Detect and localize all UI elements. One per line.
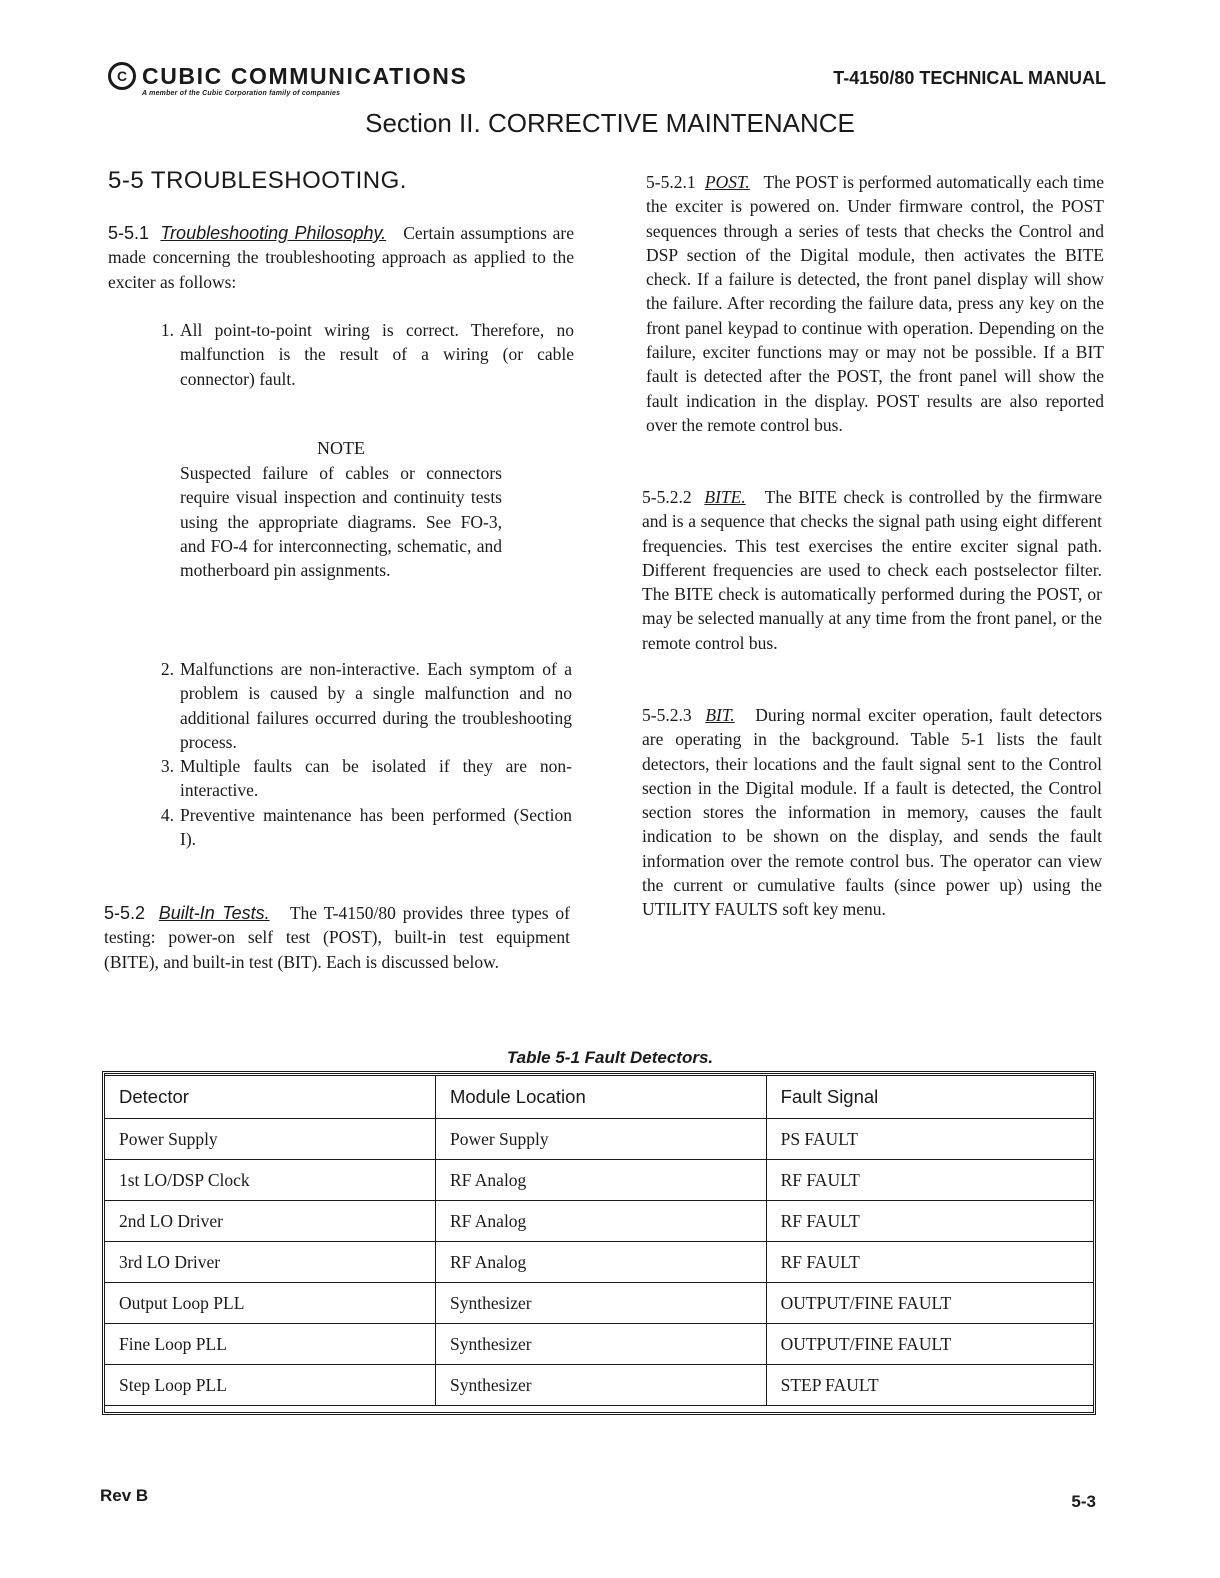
module-location-cell: RF Analog: [435, 1201, 766, 1242]
module-location-cell: RF Analog: [435, 1242, 766, 1283]
fault-detectors-table: [104, 1075, 1094, 1406]
company-logo: [108, 62, 467, 90]
paragraph-text: Certain assumptions are made concerning the troubleshooting approach as applied to the exciter as follows:: [108, 223, 575, 292]
paragraph-title: Built-In Tests.: [158, 903, 270, 923]
paragraph-number: 5-5.1: [108, 223, 150, 243]
table-row: [105, 1324, 1094, 1365]
column-header-module-location: Module Location: [435, 1076, 766, 1119]
bit-paragraph: [642, 703, 1102, 922]
built-in-tests-paragraph: [104, 901, 570, 974]
cubic-logo-icon: C: [108, 62, 136, 90]
fault-signal-cell: OUTPUT/FINE FAULT: [766, 1283, 1093, 1324]
list-text: Multiple faults can be isolated if they are non-interactive.: [180, 756, 572, 801]
detector-cell: 3rd LO Driver: [105, 1242, 436, 1283]
column-header-detector: Detector: [105, 1076, 436, 1119]
paragraph-text: The BITE check is controlled by the firmware and is a sequence that checks the signal path using eight different frequencies. This test exercises the entire exciter signal path. Different frequencies are used to check each postselector filter. The BITE check is automatically performed during the POST, or may be selected manually at any time from the front panel, or the remote control bus.: [642, 487, 1102, 653]
paragraph-title: Troubleshooting Philosophy.: [160, 223, 387, 243]
list-number: 2.: [160, 659, 174, 679]
module-location-cell: Synthesizer: [435, 1365, 766, 1406]
paragraph-title: BITE.: [704, 487, 746, 507]
module-location-cell: Synthesizer: [435, 1283, 766, 1324]
list-text: Malfunctions are non-interactive. Each symptom of a problem is caused by a single malfunction and no additional failures occurred during the troubleshooting process.: [180, 659, 572, 752]
manual-title: T-4150/80 TECHNICAL MANUAL: [833, 68, 1106, 88]
detector-cell: 2nd LO Driver: [105, 1201, 436, 1242]
list-number: 1.: [160, 320, 174, 340]
company-name: CUBIC COMMUNICATIONS: [142, 62, 468, 89]
revision-label: Rev B: [100, 1486, 149, 1505]
module-location-cell: Power Supply: [435, 1119, 766, 1160]
fault-signal-cell: RF FAULT: [766, 1242, 1093, 1283]
paragraph-text: The POST is performed automatically each time the exciter is powered on. Under firmware control, the POST sequences through a series of tests that checks the Control and DSP section of the Digital module, then activates the BITE check. If a failure is detected, the front panel display will show the failure. After recording the failure data, press any key on the front panel keypad to continue with operation. Depending on the failure, exciter functions may or may not be possible. If a BIT fault is detected after the POST, the front panel will show the fault indication in the display. POST results are also reported over the remote control bus.: [646, 172, 1104, 435]
fault-signal-cell: PS FAULT: [766, 1119, 1093, 1160]
fault-signal-cell: OUTPUT/FINE FAULT: [766, 1324, 1093, 1365]
table-caption: Table 5-1 Fault Detectors.: [506, 1048, 714, 1067]
list-item: [148, 803, 572, 852]
module-location-cell: RF Analog: [435, 1160, 766, 1201]
list-item: [148, 754, 572, 803]
list-item: [148, 318, 574, 391]
table-row: [105, 1119, 1094, 1160]
paragraph-number: 5-5.2: [104, 903, 146, 923]
module-location-cell: Synthesizer: [435, 1324, 766, 1365]
list-text: All point-to-point wiring is correct. Therefore, no malfunction is the result of a wiring (or cable connector) fault.: [180, 320, 574, 389]
list-item: [148, 657, 572, 754]
list-number: 3.: [160, 756, 174, 777]
page-number: 5-3: [1071, 1492, 1096, 1511]
fault-signal-cell: RF FAULT: [766, 1201, 1093, 1242]
paragraph-title: BIT.: [705, 705, 735, 725]
detector-cell: Output Loop PLL: [105, 1283, 436, 1324]
list-text: Preventive maintenance has been performed (Section I).: [180, 804, 572, 850]
table-row: [105, 1201, 1094, 1242]
assumption-list-a: [148, 318, 574, 391]
detector-cell: 1st LO/DSP Clock: [105, 1160, 436, 1201]
paragraph-number: 5-5.2.3: [642, 705, 692, 725]
note-text: Suspected failure of cables or connectors require visual inspection and continuity tests using the appropriate diagrams. See FO-3, and FO-4 for interconnecting, schematic, and motherboard pin assignments.: [180, 463, 502, 581]
post-paragraph: [646, 170, 1104, 437]
fault-signal-cell: STEP FAULT: [766, 1365, 1093, 1406]
section-title: Section II. CORRECTIVE MAINTENANCE: [365, 108, 855, 138]
table-row: [105, 1283, 1094, 1324]
table-row: [105, 1242, 1094, 1283]
table-header-row: [105, 1076, 1094, 1119]
detector-cell: Fine Loop PLL: [105, 1324, 436, 1365]
detector-cell: Power Supply: [105, 1119, 436, 1160]
fault-signal-cell: RF FAULT: [766, 1160, 1093, 1201]
company-tagline: A member of the Cubic Corporation family of companies: [142, 90, 341, 97]
assumption-list-b: [148, 657, 572, 851]
note-title: NOTE: [317, 438, 365, 458]
table-row: [105, 1160, 1094, 1201]
paragraph-title: POST.: [704, 172, 750, 192]
column-header-fault-signal: Fault Signal: [766, 1076, 1093, 1119]
paragraph-text: The T-4150/80 provides three types of testing: power-on self test (POST), built-in test equipment (BITE), and built-in test (BIT). Each is discussed below.: [104, 903, 570, 972]
philosophy-paragraph: [108, 221, 574, 294]
list-number: 4.: [160, 804, 174, 825]
note-block: [180, 438, 502, 582]
table-row: [105, 1365, 1094, 1406]
detector-cell: Step Loop PLL: [105, 1365, 436, 1406]
paragraph-number: 5-5.2.2: [642, 487, 692, 507]
bite-paragraph: [642, 485, 1102, 655]
paragraph-number: 5-5.2.1: [646, 172, 696, 192]
paragraph-text: During normal exciter operation, fault detectors are operating in the background. Table 5-1 lists the fault detectors, their locations and the fault signal sent to the Control section in the Digital module. If a fault is detected, the Control section stores the information in memory, causes the fault indication to be shown on the display, and sends the fault information over the remote control bus. The operator can view the current or cumulative faults (since power up) using the UTILITY FAULTS soft key menu.: [642, 705, 1102, 920]
troubleshooting-heading: 5-5 TROUBLESHOOTING.: [108, 167, 407, 194]
